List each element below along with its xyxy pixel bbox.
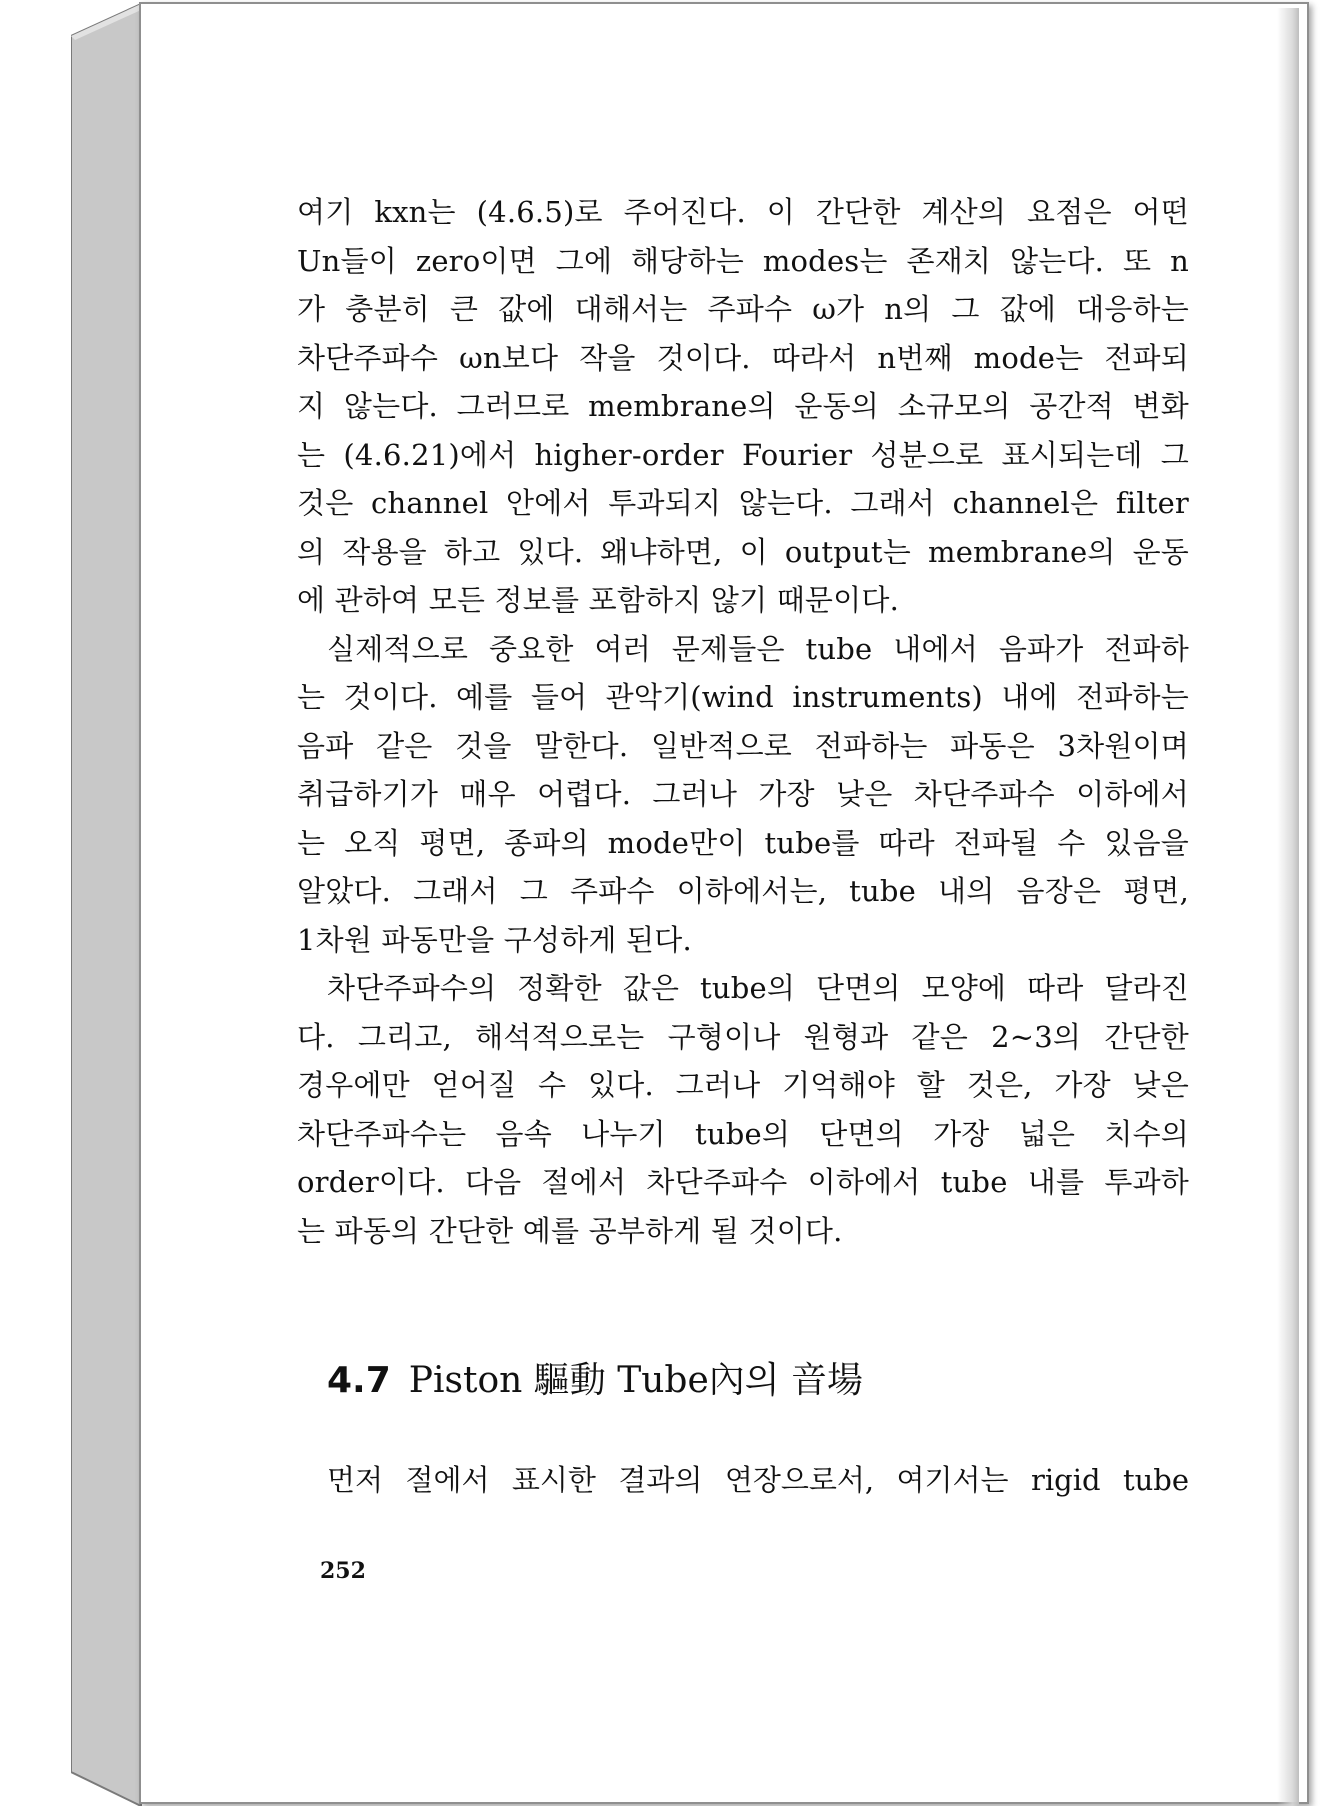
text-line: 실제적으로 중요한 여러 문제들은 tube 내에서 음파가 전파하 (327, 631, 1189, 666)
text-line: 것은 channel 안에서 투과되지 않는다. 그래서 channel은 filter (297, 486, 1189, 520)
text-line: 차단주파수 ωn보다 작을 것이다. 따라서 n번째 mode는 전파되 (297, 340, 1189, 375)
text-line: 음파 같은 것을 말한다. 일반적으로 전파하는 파동은 3차원이며 (297, 728, 1189, 763)
text-line: 는 (4.6.21)에서 higher-order Fourier 성분으로 표시되는데 그 (297, 437, 1189, 472)
text-line: 가 충분히 큰 값에 대해서는 주파수 ω가 n의 그 값에 대응하는 (297, 292, 1189, 326)
text-line: 는 오직 평면, 종파의 mode만이 tube를 따라 전파될 수 있음을 (297, 825, 1189, 860)
text-line: order이다. 다음 절에서 차단주파수 이하에서 tube 내를 투과하 (297, 1165, 1189, 1199)
text-line: 1차원 파동만을 구성하게 된다. (297, 922, 692, 957)
body-text (297, 188, 1189, 1255)
text-line: Un들이 zero이면 그에 해당하는 modes는 존재치 않는다. 또 n (297, 243, 1189, 278)
text-line: 지 않는다. 그러므로 membrane의 운동의 소규모의 공간적 변화 (297, 389, 1189, 423)
text-line: 여기 kxn는 (4.6.5)로 주어진다. 이 간단한 계산의 요점은 어떤 (297, 195, 1189, 229)
text-line: 취급하기가 매우 어렵다. 그러나 가장 낮은 차단주파수 이하에서 (297, 777, 1189, 811)
text-line: 에 관하여 모든 정보를 포함하지 않기 때문이다. (297, 583, 899, 617)
text-line: 의 작용을 하고 있다. 왜냐하면, 이 output는 membrane의 운동 (297, 534, 1189, 569)
text-line: 다. 그리고, 해석적으로는 구형이나 원형과 같은 2~3의 간단한 (297, 1019, 1189, 1054)
text-line: 차단주파수는 음속 나누기 tube의 단면의 가장 넓은 치수의 (297, 1116, 1189, 1151)
text-line: 알았다. 그래서 그 주파수 이하에서는, tube 내의 음장은 평면, (297, 874, 1189, 908)
section-heading (327, 1356, 863, 1406)
text-line: 차단주파수의 정확한 값은 tube의 단면의 모양에 따라 달라진 (327, 971, 1189, 1005)
text-line: 경우에만 얻어질 수 있다. 그러나 기억해야 할 것은, 가장 낮은 (297, 1068, 1189, 1102)
section-title: Piston 驅動 Tube內의 音場 (408, 1360, 863, 1401)
section-first-line: 먼저 절에서 표시한 결과의 연장으로서, 여기서는 rigid tube (327, 1463, 1189, 1497)
text-line: 는 파동의 간단한 예를 공부하게 될 것이다. (297, 1213, 843, 1248)
section-number: 4.7 (327, 1360, 391, 1401)
page-edge-shade (1277, 8, 1299, 1806)
text-line: 는 것이다. 예를 들어 관악기(wind instruments) 내에 전파하는 (297, 680, 1189, 714)
page-number: 252 (320, 1558, 366, 1584)
